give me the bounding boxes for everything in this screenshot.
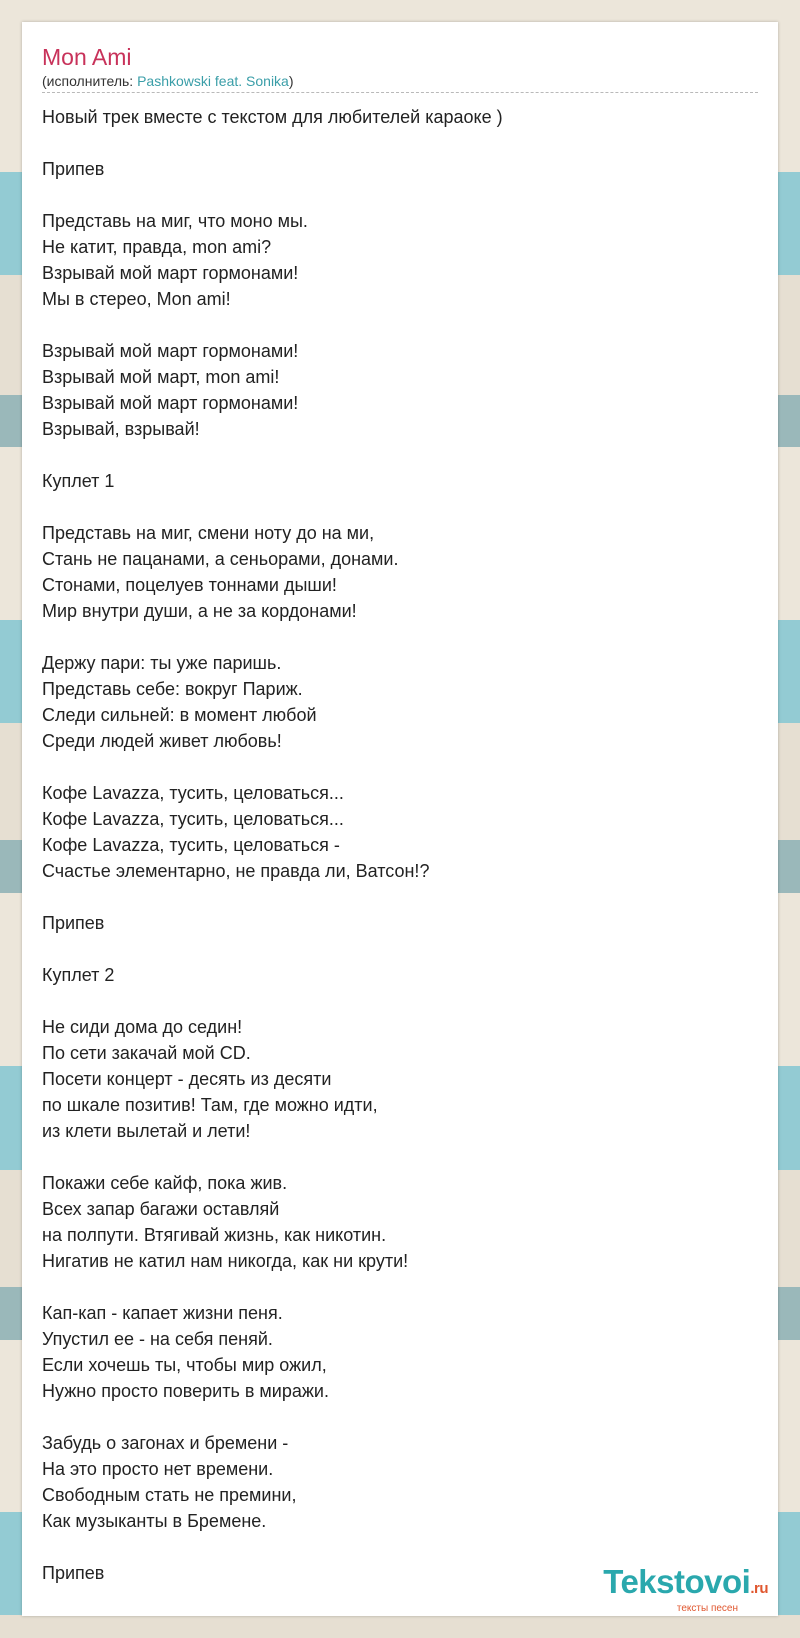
- lyrics-page: [22, 22, 778, 1616]
- logo-tld: .ru: [750, 1580, 768, 1597]
- artist-suffix: ): [288, 73, 294, 89]
- logo-name: Tekstovoi: [603, 1563, 751, 1600]
- artist-prefix: (исполнитель:: [42, 73, 138, 89]
- lyrics-text: Новый трек вместе с текстом для любителей караоке ) Припев Представь на миг, что моно мы. Не катит, правда, mon ami? Взрывай мой март гормонами! Мы в стерео, Mon ami! Взрывай мой март гормонами! Взрывай мой март, mon ami! Взрывай мой март гормонами! Взрывай, взрывай! Куплет 1 Представь на миг, смени ноту до на ми, Стань не пацанами, а сеньорами, донами. Стонами, поцелуев тоннами дыши! Мир внутри души, а не за кордонами! Держу пари: ты уже паришь. Представь себе: вокруг Париж. Следи сильней: в момент любой Среди людей живет любовь! Кофе Lavazza, тусить, целоваться... Кофе Lavazza, тусить, целоваться... Кофе Lavazza, тусить, целоваться - Счастье элементарно, не правда ли, Ватсон!? Припев Куплет 2 Не сиди дома до седин! По сети закачай мой CD. Посети концерт - десять из десяти по шкале позитив! Там, где можно идти, из клети вылетай и лети! Покажи себе кайф, пока жив. Всех запар багажи оставляй на полпути. Втягивай жизнь, как никотин. Нигатив не катил нам никогда, как ни крути! Кап-кап - капает жизни пеня. Упустил ее - на себя пеняй. Если хочешь ты, чтобы мир ожил, Нужно просто поверить в миражи. Забудь о загонах и бремени - На это просто нет времени. Свободным стать не премини, Как музыканты в Бремене. Припев: [42, 107, 503, 1583]
- song-title: Mon Ami: [42, 44, 132, 70]
- logo-tagline: тексты песен: [676, 1603, 738, 1614]
- song-header: [42, 42, 758, 93]
- artist-link[interactable]: Pashkowski feat. Sonika: [137, 73, 289, 89]
- artist-line: [42, 72, 758, 90]
- site-logo[interactable]: [603, 1565, 768, 1614]
